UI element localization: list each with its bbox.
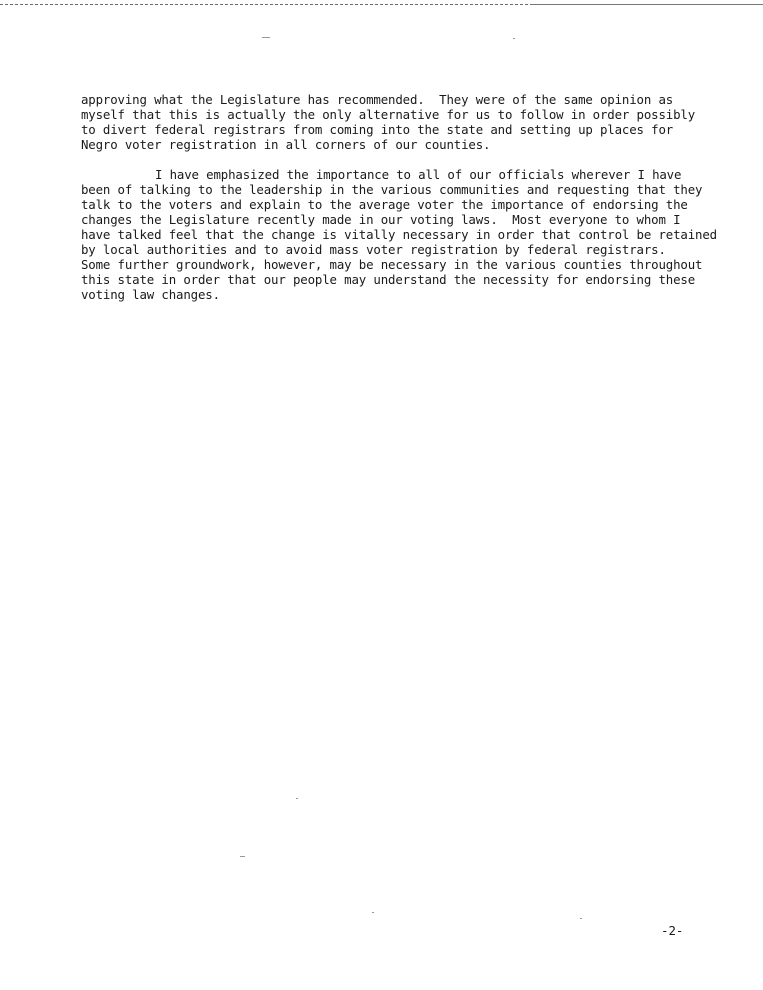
scan-speck: [296, 798, 298, 799]
text-line: been of talking to the leadership in the various communities and requesting that they: [81, 182, 703, 197]
text-line: changes the Legislature recently made in our voting laws. Most everyone to whom I: [81, 212, 681, 227]
text-line: have talked feel that the change is vitally necessary in order that control be retained: [81, 227, 717, 242]
text-line: talk to the voters and explain to the average voter the importance of endorsing the: [81, 197, 688, 212]
paragraph-1: [81, 92, 741, 152]
top-edge-rule-right: [530, 4, 763, 5]
scan-speck: [513, 38, 515, 39]
paragraph-2: [81, 167, 741, 302]
letter-body: [81, 92, 741, 302]
scan-speck: [262, 37, 270, 38]
text-line: approving what the Legislature has recommended. They were of the same opinion as: [81, 92, 674, 107]
text-line: to divert federal registrars from coming into the state and setting up places for: [81, 122, 674, 137]
text-line: myself that this is actually the only alternative for us to follow in order possibly: [81, 107, 696, 122]
text-line: voting law changes.: [81, 287, 220, 302]
text-line: Some further groundwork, however, may be necessary in the various counties throughout: [81, 257, 703, 272]
scan-speck: [372, 912, 374, 913]
text-line: I have emphasized the importance to all of our officials wherever I have: [155, 167, 682, 182]
text-line: by local authorities and to avoid mass voter registration by federal registrars.: [81, 242, 666, 257]
text-line: this state in order that our people may understand the necessity for endorsing these: [81, 272, 696, 287]
paragraph-spacer: [81, 152, 741, 167]
page-number: -2-: [661, 923, 684, 938]
scan-speck: [580, 918, 582, 919]
scan-speck: [240, 856, 245, 857]
text-line: Negro voter registration in all corners of our counties.: [81, 137, 491, 152]
